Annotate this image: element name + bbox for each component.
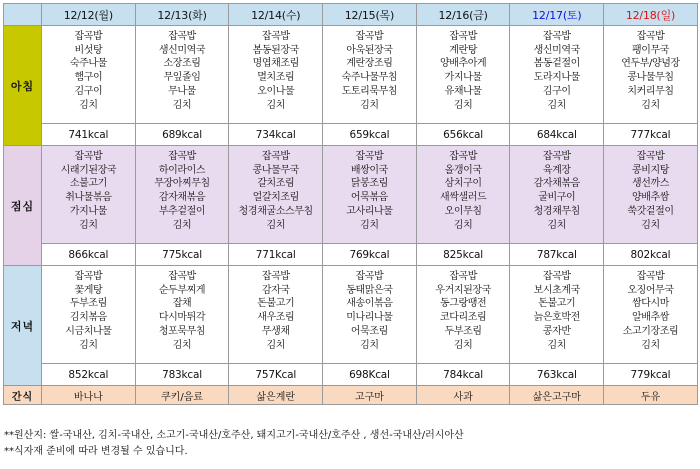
dish-item: 김치: [79, 339, 98, 351]
dish-item: 잡곡밥: [355, 151, 384, 162]
breakfast-menu-sun: [604, 26, 698, 124]
dish-item: 두부조림: [444, 325, 482, 337]
header-corner: [4, 4, 42, 26]
dish-item: 시금치나물: [65, 325, 112, 337]
snack-row: [4, 386, 698, 405]
date-header-sat: 12/17(토): [510, 4, 604, 26]
breakfast-menu-sat: [510, 26, 604, 124]
dish-item: 김치: [266, 219, 285, 231]
dish-item: 봄동겉절이: [533, 58, 580, 70]
dish-item: 감자채볶음: [533, 178, 580, 190]
dish-item: 얼갈치조림: [252, 192, 299, 204]
dish-item: 무나물: [168, 85, 196, 97]
breakfast-kcal-row: [4, 124, 698, 146]
dish-item: 소고기장조림: [622, 325, 679, 337]
lunch-kcal-thu: 769kcal: [323, 244, 417, 266]
date-header-thu: 12/15(목): [323, 4, 417, 26]
breakfast-kcal-wed: 734kcal: [229, 124, 323, 146]
breakfast-menu-fri: [416, 26, 510, 124]
dish-item: 잡곡밥: [74, 31, 103, 42]
dish-item: 새우조림: [257, 312, 295, 324]
dish-item: 쌈다시마: [631, 298, 669, 310]
lunch-dishes-row: [4, 146, 698, 244]
dish-item: 닭봉조림: [350, 178, 388, 190]
dish-item: 김치: [266, 99, 285, 111]
dish-item: 명엽채조림: [252, 58, 299, 70]
dish-item: 양배추아게: [439, 58, 487, 70]
dish-item: 다시마튀각: [158, 312, 206, 324]
dish-item: 잡곡밥: [449, 151, 477, 162]
dish-item: 새송이볶음: [346, 298, 393, 310]
change-note: **식자재 준비에 따라 변경될 수 있습니다.: [4, 446, 188, 457]
dinner-menu-thu: [323, 266, 417, 364]
breakfast-kcal-sat: 684kcal: [510, 124, 604, 146]
lunch-kcal-wed: 771kcal: [229, 244, 323, 266]
dish-item: 무생채: [261, 325, 290, 337]
breakfast-kcal-thu: 659kcal: [323, 124, 417, 146]
lunch-kcal-tue: 775kcal: [135, 244, 229, 266]
lunch-kcal-row: [4, 244, 698, 266]
dish-item: 오징어무국: [627, 284, 674, 296]
dish-item: 올갱이국: [444, 164, 482, 176]
dinner-menu-fri: [416, 266, 510, 364]
breakfast-menu-tue: [135, 26, 229, 124]
dinner-dishes-row: [4, 266, 698, 364]
dish-item: 생선까스: [631, 178, 669, 190]
dinner-kcal-thu: 698Kcal: [323, 364, 417, 386]
dish-item: 잡곡밥: [636, 151, 665, 162]
dish-item: 숙주나물무침: [341, 72, 398, 84]
dish-item: 김치: [547, 219, 567, 231]
dish-item: 잡곡밥: [542, 31, 571, 42]
dish-item: 양배추쌈: [631, 192, 669, 204]
dish-item: 청포묵무침: [158, 325, 206, 337]
lunch-kcal-fri: 825kcal: [416, 244, 510, 266]
lunch-menu-sat: [510, 146, 604, 244]
dinner-menu-wed: [229, 266, 323, 364]
dish-item: 잡곡밥: [449, 31, 477, 42]
breakfast-kcal-fri: 656kcal: [416, 124, 510, 146]
dish-item: 김치: [641, 339, 660, 351]
dish-item: 잡곡밥: [168, 31, 196, 42]
date-header-fri: 12/16(금): [416, 4, 510, 26]
dish-item: 잡곡밥: [355, 31, 384, 42]
lunch-kcal-sat: 787kcal: [510, 244, 604, 266]
lunch-menu-fri: [416, 146, 510, 244]
snack-sat: 삶은고구마: [510, 386, 604, 405]
dish-item: 연두부/양념장: [621, 58, 680, 70]
dish-item: 미나리나물: [346, 312, 393, 324]
snack-mon: 바나나: [42, 386, 136, 405]
dinner-kcal-sat: 763kcal: [510, 364, 604, 386]
dish-item: 잡곡밥: [636, 271, 665, 282]
breakfast-menu-mon: [42, 26, 136, 124]
dish-item: 오이나물: [257, 85, 295, 97]
dish-item: 김치: [453, 219, 473, 231]
dish-item: 콩자반: [542, 325, 571, 337]
dish-item: 가지나물: [69, 205, 107, 217]
dish-item: 햄구이: [74, 72, 103, 84]
dish-item: 김구이: [542, 85, 571, 97]
snack-sun: 두유: [604, 386, 698, 405]
dinner-kcal-sun: 779kcal: [604, 364, 698, 386]
dish-item: 김치: [172, 219, 192, 231]
dinner-kcal-wed: 757Kcal: [229, 364, 323, 386]
snack-fri: 사과: [416, 386, 510, 405]
dish-item: 치커리무침: [627, 85, 674, 97]
dish-item: 김치: [360, 339, 379, 351]
breakfast-kcal-sun: 777kcal: [604, 124, 698, 146]
dish-item: 어묵조림: [350, 325, 388, 337]
dish-item: 김치: [453, 99, 473, 111]
dish-item: 하이라이스: [158, 164, 206, 176]
date-header-sun: 12/18(일): [604, 4, 698, 26]
dish-item: 숙주나물: [69, 58, 107, 70]
lunch-kcal-sun: 802kcal: [604, 244, 698, 266]
dish-item: 감자국: [261, 284, 290, 296]
breakfast-menu-wed: [229, 26, 323, 124]
dish-item: 삼치구이: [444, 178, 482, 190]
lunch-kcal-mon: 866kcal: [42, 244, 136, 266]
dish-item: 청경채무침: [533, 205, 580, 217]
dish-item: 잡곡밥: [542, 271, 571, 282]
weekly-meal-table: [3, 3, 698, 405]
lunch-menu-wed: [229, 146, 323, 244]
dish-item: 순두부찌게: [158, 284, 206, 296]
lunch-label: 점심: [4, 146, 42, 266]
dish-item: 코다리조림: [439, 312, 487, 324]
dish-item: 보시초계국: [533, 284, 580, 296]
dish-item: 무잎졸임: [163, 72, 201, 84]
dish-item: 김치: [641, 219, 660, 231]
dish-item: 생신미역국: [158, 44, 206, 56]
dish-item: 김치: [453, 339, 473, 351]
dinner-menu-mon: [42, 266, 136, 364]
breakfast-kcal-mon: 741kcal: [42, 124, 136, 146]
dish-item: 알배추쌈: [631, 312, 669, 324]
dish-item: 봄동된장국: [252, 44, 299, 56]
dish-item: 김치: [172, 339, 192, 351]
dish-item: 아욱된장국: [346, 44, 393, 56]
dinner-menu-sat: [510, 266, 604, 364]
dish-item: 부추겉절이: [158, 205, 206, 217]
breakfast-menu-thu: [323, 26, 417, 124]
dish-item: 비섯탕: [74, 44, 103, 56]
dish-item: 김치: [547, 339, 567, 351]
footnotes: [4, 428, 464, 460]
dish-item: 김치: [266, 339, 285, 351]
dish-item: 배쌍이국: [350, 164, 388, 176]
dish-item: 고사리나물: [346, 205, 393, 217]
dish-item: 김치볶음: [69, 312, 107, 324]
dish-item: 잡곡밥: [261, 271, 290, 282]
lunch-menu-tue: [135, 146, 229, 244]
dish-item: 잡곡밥: [74, 271, 103, 282]
dish-item: 잡곡밥: [261, 151, 290, 162]
dish-item: 무장아찌무침: [154, 178, 210, 190]
dish-item: 김치: [641, 99, 660, 111]
dish-item: 시래기된장국: [60, 164, 117, 176]
dish-item: 동태맑은국: [346, 284, 393, 296]
dinner-menu-tue: [135, 266, 229, 364]
dish-item: 김구이: [74, 85, 103, 97]
dish-item: 쑥갓겉절이: [627, 205, 674, 217]
snack-label: 간식: [4, 386, 42, 405]
dinner-menu-sun: [604, 266, 698, 364]
dish-item: 취나물볶음: [65, 192, 112, 204]
lunch-menu-thu: [323, 146, 417, 244]
dish-item: 새싹샐러드: [439, 192, 487, 204]
dish-item: 계란장조림: [346, 58, 393, 70]
dish-item: 도토리묵무침: [341, 85, 398, 97]
dish-item: 생신미역국: [533, 44, 580, 56]
date-header-row: [4, 4, 698, 26]
dish-item: 오이무침: [444, 205, 482, 217]
dish-item: 청경채굴소스무침: [238, 205, 313, 217]
dish-item: 잡곡밥: [449, 271, 477, 282]
dish-item: 계란탕: [449, 44, 477, 56]
dish-item: 어묵볶음: [350, 192, 388, 204]
snack-wed: 삶은계란: [229, 386, 323, 405]
dish-item: 김치: [360, 99, 379, 111]
date-header-mon: 12/12(월): [42, 4, 136, 26]
breakfast-dishes-row: [4, 26, 698, 124]
dish-item: 늙은호박전: [533, 312, 580, 324]
dish-item: 김치: [547, 99, 567, 111]
date-header-tue: 12/13(화): [135, 4, 229, 26]
dinner-kcal-mon: 852kcal: [42, 364, 136, 386]
dish-item: 잡채: [172, 298, 192, 310]
snack-tue: 쿠키/음료: [135, 386, 229, 405]
breakfast-label: 아침: [4, 26, 42, 146]
dinner-label: 저녁: [4, 266, 42, 386]
dish-item: 잡곡밥: [168, 151, 196, 162]
dish-item: 동그랑땡전: [439, 298, 487, 310]
snack-thu: 고구마: [323, 386, 417, 405]
dish-item: 유채나물: [444, 85, 482, 97]
dish-item: 갈치조림: [257, 178, 295, 190]
lunch-menu-sun: [604, 146, 698, 244]
dish-item: 콩나물무침: [627, 72, 674, 84]
dish-item: 김치: [79, 99, 98, 111]
dinner-kcal-row: [4, 364, 698, 386]
dish-item: 육계장: [542, 164, 571, 176]
date-header-wed: 12/14(수): [229, 4, 323, 26]
dish-item: 김치: [172, 99, 192, 111]
dish-item: 팽이무국: [631, 44, 669, 56]
dinner-kcal-tue: 783kcal: [135, 364, 229, 386]
dish-item: 멸치조림: [257, 72, 295, 84]
dish-item: 우거지된장국: [435, 284, 491, 296]
dish-item: 김치: [360, 219, 379, 231]
dish-item: 잡곡밥: [168, 271, 196, 282]
dish-item: 도라지나물: [533, 72, 580, 84]
dish-item: 소장조림: [163, 58, 201, 70]
dish-item: 잡곡밥: [636, 31, 665, 42]
dish-item: 두부조림: [69, 298, 107, 310]
origin-note: **원산지: 쌀-국내산, 김치-국내산, 소고기-국내산/호주산, 돼지고기-국내산/호주산 , 생선-국내산/러시아산: [4, 430, 464, 441]
dish-item: 잡곡밥: [355, 271, 384, 282]
dish-item: 잡곡밥: [261, 31, 290, 42]
dish-item: 가지나물: [444, 72, 482, 84]
dish-item: 콩비지탕: [631, 164, 669, 176]
dish-item: 돈불고기: [538, 298, 576, 310]
dinner-kcal-fri: 784kcal: [416, 364, 510, 386]
dish-item: 잡곡밥: [74, 151, 103, 162]
dish-item: 콩나물무국: [252, 164, 299, 176]
dish-item: 꽃게탕: [74, 284, 103, 296]
breakfast-kcal-tue: 689kcal: [135, 124, 229, 146]
dish-item: 굴비구이: [538, 192, 576, 204]
lunch-menu-mon: [42, 146, 136, 244]
dish-item: 잡곡밥: [542, 151, 571, 162]
dish-item: 소불고기: [69, 178, 107, 190]
dish-item: 김치: [79, 219, 98, 231]
dish-item: 감자채볶음: [158, 192, 206, 204]
dish-item: 돈불고기: [257, 298, 295, 310]
